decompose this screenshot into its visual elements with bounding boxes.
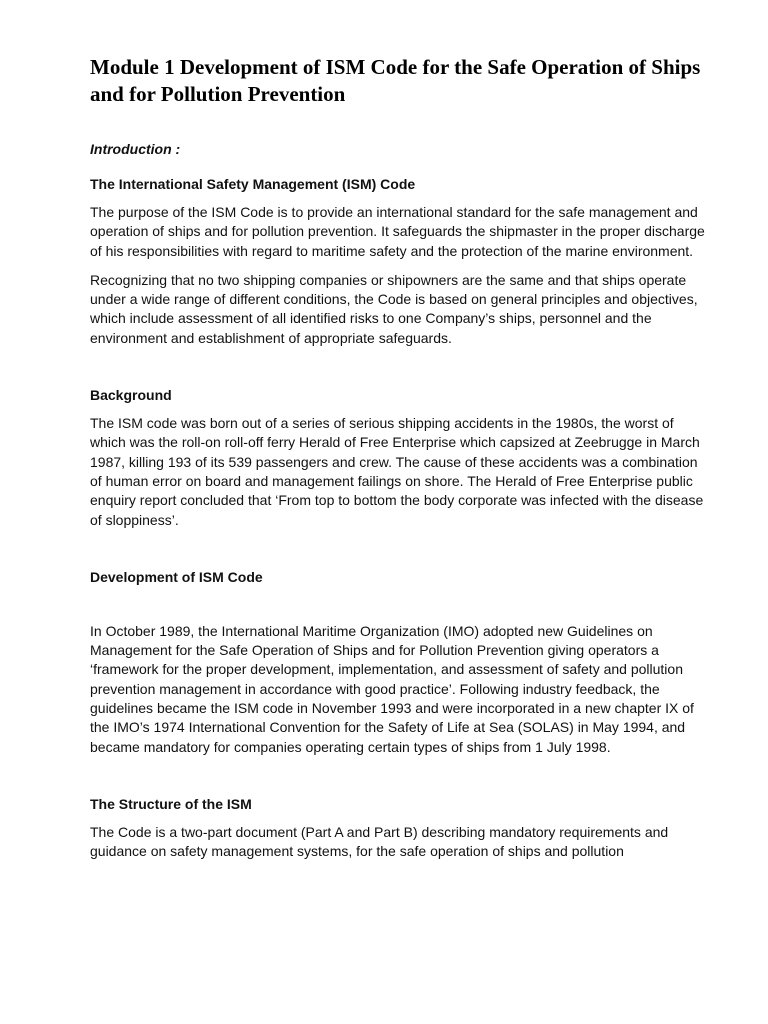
document-page [90, 54, 710, 862]
paragraph-ism-purpose: The purpose of the ISM Code is to provide an international standard for the safe management and operation of ships and for pollution prevention. It safeguards the shipmaster in the proper discharge of his responsibilities with regard to maritime safety and the protection of the marine environment. [90, 204, 705, 259]
paragraph-structure: The Code is a two-part document (Part A and Part B) describing mandatory requirements and guidance on safety management systems, for the safe operation of ships and pollution [90, 823, 669, 860]
page-title: Module 1 Development of ISM Code for the Safe Operation of Ships and for Pollution Prevention [90, 55, 701, 106]
heading-structure: The Structure of the ISM [90, 795, 252, 812]
heading-development: Development of ISM Code [90, 568, 263, 585]
paragraph-development: In October 1989, the International Maritime Organization (IMO) adopted new Guidelines on Management for the Safe Operation of Ships and for Pollution Prevention giving operators a ‘framework for the proper development, implementation, and assessment of safety and pollution prevention management in accordance with good practice’. Following industry feedback, the guidelines became the ISM code in November 1993 and were incorporated in a new chapter IX of the IMO’s 1974 International Convention for the Safety of Life at Sea (SOLAS) in May 1994, and became mandatory for companies operating certain types of ships from 1 July 1998. [90, 622, 694, 755]
heading-background: Background [90, 387, 172, 404]
heading-ism-code: The International Safety Management (ISM) Code [90, 176, 416, 192]
introduction-label: Introduction : [90, 141, 181, 157]
paragraph-ism-principles: Recognizing that no two shipping companies or shipowners are the same and that ships operate under a wide range of different conditions, the Code is based on general principles and objectives, which include assessment of all identified risks to one Company’s ships, personnel and the environment and establishment of appropriate safeguards. [90, 271, 698, 346]
paragraph-background: The ISM code was born out of a series of serious shipping accidents in the 1980s, the worst of which was the roll-on roll-off ferry Herald of Free Enterprise which capsized at Zeebrugge in March 1987, killing 193 of its 539 passengers and crew. The cause of these accidents was a combination of human error on board and management failings on shore. The Herald of Free Enterprise public enquiry report concluded that ‘From top to bottom the body corporate was infected with the disease of sloppiness’. [90, 415, 704, 528]
